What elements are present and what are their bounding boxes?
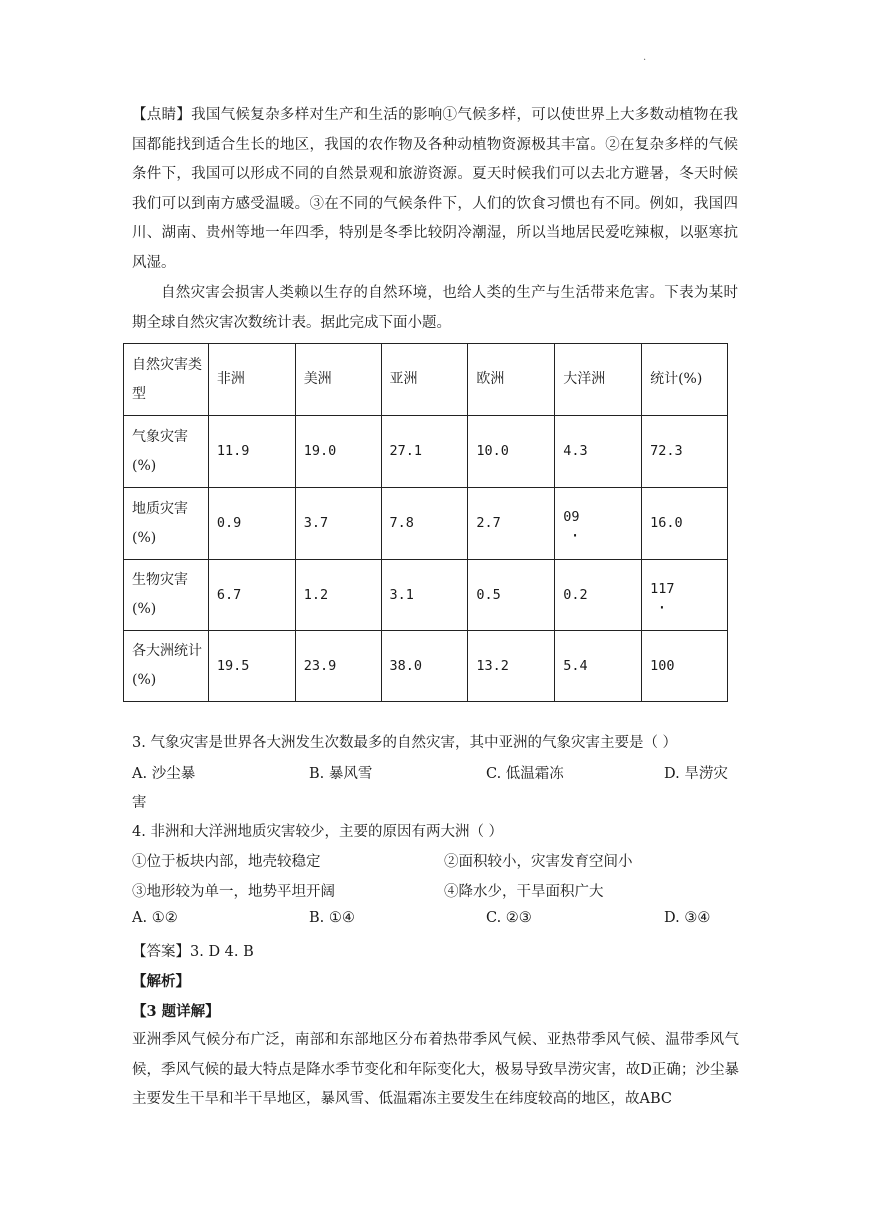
table-cell: 6.7 [208, 560, 295, 631]
intro-paragraph: 自然灾害会损害人类赖以生存的自然环境，也给人类的生产与生活带来危害。下表为某时期全球自然灾害次数统计表。据此完成下面小题。 [132, 285, 738, 331]
table-header-cell: 统计(%) [642, 344, 728, 416]
table-cell: 1.2 [295, 560, 381, 631]
question-4-statement-3: ③地形较为单一，地势平坦开阔 [132, 884, 335, 900]
table-cell: 0.5 [468, 560, 555, 631]
table-cell: 19.5 [208, 631, 295, 702]
table-row [124, 631, 728, 702]
question-4-option-c: C. ②③ [486, 910, 532, 926]
table-header-cell: 非洲 [208, 344, 295, 416]
question-3-option-d-continued: 害 [132, 795, 147, 811]
page-marker: . [643, 52, 647, 63]
table-header-cell: 大洋洲 [555, 344, 642, 416]
table-cell [642, 560, 728, 631]
table-row [124, 416, 728, 488]
table-cell: 72.3 [642, 416, 728, 488]
table-cell: 16.0 [642, 488, 728, 560]
table-header-cell: 自然灾害类型 [124, 344, 209, 416]
question-4-option-b: B. ①④ [309, 910, 355, 926]
table-cell: 100 [642, 631, 728, 702]
table-cell: 2.7 [468, 488, 555, 560]
table-cell: 23.9 [295, 631, 381, 702]
analysis-label: 【解析】 [132, 973, 190, 990]
table-cell-value: 09 · [563, 509, 579, 525]
question-3-stem: 3. 气象灾害是世界各大洲发生次数最多的自然灾害，其中亚洲的气象灾害主要是（ ） [132, 735, 678, 751]
question-4-statement-4: ④降水少，干旱面积广大 [444, 884, 604, 900]
table-header-cell: 欧洲 [468, 344, 555, 416]
disaster-statistics-table [123, 343, 728, 702]
q3-detail-label: 【3 题详解】 [132, 1003, 220, 1020]
table-header-row [124, 344, 728, 416]
q3-detail-paragraph: 亚洲季风气候分布广泛，南部和东部地区分布着热带季风气候、亚热带季风气候、温带季风气候，季风气候的最大特点是降水季节变化和年际变化大，极易导致旱涝灾害，故D正确；沙尘暴主要发生干旱和半干旱地区，暴风雪、低温霜冻主要发生在纬度较高的地区，故ABC [132, 1032, 739, 1107]
table-cell [555, 488, 642, 560]
tip-paragraph: 【点睛】我国气候复杂多样对生产和生活的影响①气候多样，可以使世界上大多数动植物在我国都能找到适合生长的地区，我国的农作物及各种动植物资源极其丰富。②在复杂多样的气候条件下，我国可以形成不同的自然景观和旅游资源。夏天时候我们可以去北方避暑，冬天时候我们可以到南方感受温暖。③在不同的气候条件下，人们的饮食习惯也有不同。例如，我国四川、湖南、贵州等地一年四季，特别是冬季比较阴冷潮湿，所以当地居民爱吃辣椒，以驱寒抗风湿。 [132, 107, 738, 271]
table-row [124, 488, 728, 560]
table-cell-value: 117 · [650, 581, 674, 597]
table-cell: 4.3 [555, 416, 642, 488]
table-cell: 11.9 [208, 416, 295, 488]
table-cell: 13.2 [468, 631, 555, 702]
answer-line: 【答案】3. D 4. B [132, 944, 254, 960]
question-4-option-a: A. ①② [132, 910, 178, 926]
table-cell: 0.2 [555, 560, 642, 631]
table-cell: 3.7 [295, 488, 381, 560]
question-4-option-d: D. ③④ [664, 910, 711, 926]
question-4-stem: 4. 非洲和大洋洲地质灾害较少，主要的原因有两大洲（ ） [132, 824, 504, 840]
table-cell: 10.0 [468, 416, 555, 488]
table-row-label: 地质灾害(%) [124, 488, 209, 560]
question-3-option-d: D. 旱涝灾 [664, 766, 728, 782]
table-cell: 5.4 [555, 631, 642, 702]
table-cell: 7.8 [381, 488, 468, 560]
table-header-cell: 美洲 [295, 344, 381, 416]
question-3-option-a: A. 沙尘暴 [132, 766, 196, 782]
table-row-label: 气象灾害(%) [124, 416, 209, 488]
question-4-statement-1: ①位于板块内部，地壳较稳定 [132, 854, 321, 870]
table-row [124, 560, 728, 631]
table-cell: 0.9 [208, 488, 295, 560]
table-row-label: 各大洲统计(%) [124, 631, 209, 702]
table-cell: 19.0 [295, 416, 381, 488]
question-3-option-c: C. 低温霜冻 [486, 766, 564, 782]
question-3-option-b: B. 暴风雪 [309, 766, 373, 782]
table-cell: 38.0 [381, 631, 468, 702]
table-header-cell: 亚洲 [381, 344, 468, 416]
question-4-statement-2: ②面积较小，灾害发育空间小 [444, 854, 633, 870]
table-cell: 27.1 [381, 416, 468, 488]
table-cell: 3.1 [381, 560, 468, 631]
table-row-label: 生物灾害(%) [124, 560, 209, 631]
